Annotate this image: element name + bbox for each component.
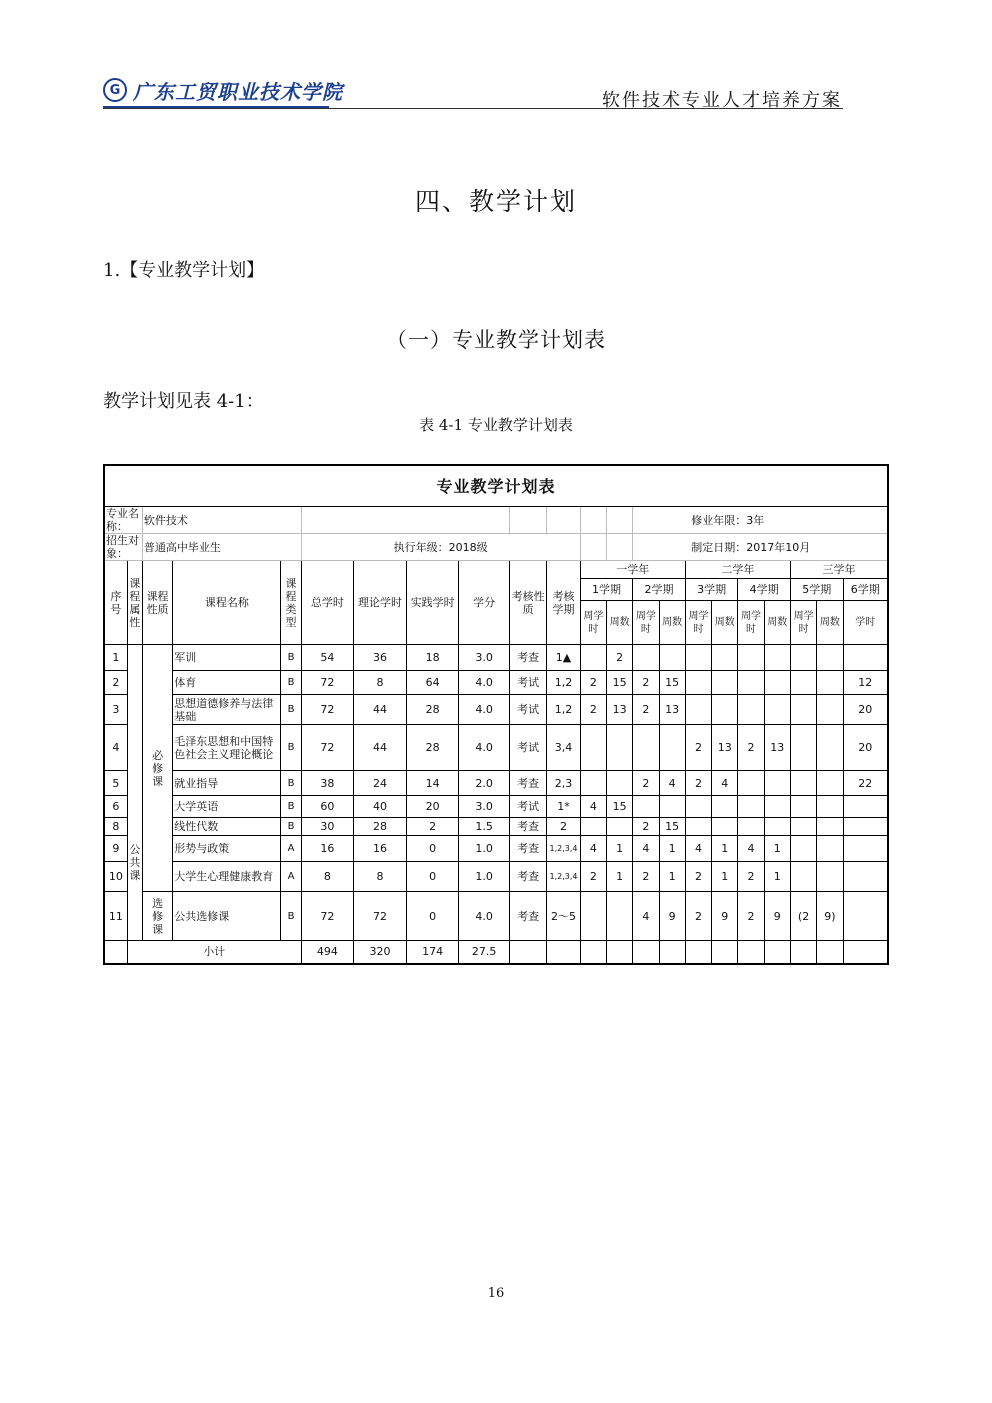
table-row [104, 695, 888, 725]
cell-schedule [712, 796, 738, 818]
cell-schedule [738, 771, 764, 796]
cell-credit: 3.0 [459, 796, 510, 818]
info-blank [606, 507, 632, 534]
cell-schedule: 9 [659, 892, 685, 941]
cell-schedule [685, 671, 711, 695]
cell-schedule: 2 [580, 695, 606, 725]
cell-course-name: 大学英语 [173, 796, 281, 818]
cell-schedule [659, 645, 685, 671]
cell-schedule [685, 796, 711, 818]
cell-credit: 4.0 [459, 695, 510, 725]
cell-schedule [790, 796, 816, 818]
cell-schedule: 20 [843, 725, 888, 771]
cell-schedule: 1 [606, 862, 632, 892]
cell-schedule: 2 [738, 862, 764, 892]
school-logo [103, 76, 343, 104]
term-1: 1学期 [580, 579, 633, 601]
wk-count-4: 周数 [764, 601, 790, 645]
cell-schedule: 12 [843, 671, 888, 695]
cell-schedule [685, 818, 711, 836]
cell-schedule: 2 [633, 818, 659, 836]
cell-schedule: 4 [633, 836, 659, 862]
cell-practice: 14 [406, 771, 459, 796]
cell-schedule [817, 645, 843, 671]
school-emblem-icon: G [103, 78, 127, 102]
group-public-label: 公共课 [129, 843, 141, 882]
cell-type: B [281, 892, 301, 941]
cell-schedule: 2 [685, 771, 711, 796]
subtotal-blank [738, 941, 764, 964]
cell-schedule [790, 695, 816, 725]
cell-practice: 20 [406, 796, 459, 818]
cell-credit: 1.5 [459, 818, 510, 836]
cell-exam-term: 2,3 [547, 771, 580, 796]
cell-schedule: 13 [764, 725, 790, 771]
cell-schedule [817, 836, 843, 862]
info-blank [301, 507, 509, 534]
subtotal-blank [509, 941, 546, 964]
cell-schedule: (2 [790, 892, 816, 941]
year1: 一学年 [580, 561, 685, 579]
year3: 三学年 [790, 561, 888, 579]
cell-practice: 0 [406, 892, 459, 941]
cell-course-name: 公共选修课 [173, 892, 281, 941]
wk-count-2: 周数 [659, 601, 685, 645]
cell-credit: 4.0 [459, 892, 510, 941]
cell-total: 72 [301, 725, 354, 771]
cell-total: 16 [301, 836, 354, 862]
cell-exam: 考试 [509, 796, 546, 818]
term-2: 2学期 [633, 579, 686, 601]
cell-schedule: 2 [738, 725, 764, 771]
course-rows [104, 645, 888, 941]
enroll-value: 普通高中毕业生 [142, 534, 301, 561]
subtotal-practice: 174 [406, 941, 459, 964]
cell-exam: 考查 [509, 771, 546, 796]
cell-exam-term: 2～5 [547, 892, 580, 941]
cell-course-name: 线性代数 [173, 818, 281, 836]
cell-schedule [606, 725, 632, 771]
cell-schedule: 2 [633, 862, 659, 892]
cell-schedule [633, 725, 659, 771]
cell-schedule: 15 [659, 818, 685, 836]
subtotal-total: 494 [301, 941, 354, 964]
table-row [104, 671, 888, 695]
cell-schedule [580, 725, 606, 771]
cell-theory: 16 [354, 836, 407, 862]
plan-date: 制定日期：2017年10月 [633, 534, 888, 561]
wk-count-5: 周数 [817, 601, 843, 645]
table-row [104, 836, 888, 862]
cell-schedule: 13 [659, 695, 685, 725]
subtotal-blank [790, 941, 816, 964]
cell-schedule: 22 [843, 771, 888, 796]
subtotal-theory: 320 [354, 941, 407, 964]
cell-seq: 1 [104, 645, 127, 671]
cell-schedule: 1 [764, 836, 790, 862]
cell-exam-term: 1,2 [547, 671, 580, 695]
cell-seq: 8 [104, 818, 127, 836]
cell-seq: 10 [104, 862, 127, 892]
cell-theory: 44 [354, 725, 407, 771]
cell-theory: 72 [354, 892, 407, 941]
cell-exam-term: 1▲ [547, 645, 580, 671]
cell-exam-term: 1,2 [547, 695, 580, 725]
cell-exam-term: 3,4 [547, 725, 580, 771]
group-elective [142, 892, 172, 941]
cell-theory: 44 [354, 695, 407, 725]
cell-schedule: 13 [712, 725, 738, 771]
cell-schedule [712, 645, 738, 671]
chapter-title: 四、教学计划 [414, 187, 577, 216]
cell-course-name: 大学生心理健康教育 [173, 862, 281, 892]
cell-course-name: 军训 [173, 645, 281, 671]
cell-course-name: 思想道德修养与法律基础 [173, 695, 281, 725]
table-row [104, 796, 888, 818]
document-title: 软件技术专业人才培养方案 [602, 90, 842, 111]
cell-exam-term: 2 [547, 818, 580, 836]
subtotal-blank [606, 941, 632, 964]
cell-schedule [817, 862, 843, 892]
cell-schedule [764, 671, 790, 695]
cell-exam: 考查 [509, 862, 546, 892]
cell-total: 30 [301, 818, 354, 836]
term-3: 3学期 [685, 579, 738, 601]
cell-credit: 2.0 [459, 771, 510, 796]
enroll-label: 招生对象： [104, 534, 142, 561]
cell-seq: 4 [104, 725, 127, 771]
col-type: 课程类型 [281, 561, 301, 645]
cell-total: 72 [301, 892, 354, 941]
cell-schedule [738, 818, 764, 836]
cell-schedule: 9) [817, 892, 843, 941]
subsection-heading: （一）专业教学计划表 [386, 328, 606, 352]
group-public [127, 645, 142, 941]
cell-schedule [712, 695, 738, 725]
subtotal-blank [580, 941, 606, 964]
cell-exam: 考试 [509, 725, 546, 771]
cell-type: B [281, 796, 301, 818]
group-elective-label: 选修课 [152, 896, 164, 936]
cell-schedule: 1 [606, 836, 632, 862]
subtotal-blank [547, 941, 580, 964]
cell-schedule: 4 [580, 796, 606, 818]
cell-schedule [738, 645, 764, 671]
subtotal-blank [685, 941, 711, 964]
wk-count-3: 周数 [712, 601, 738, 645]
cell-schedule [712, 671, 738, 695]
subtotal-blank [633, 941, 659, 964]
page-number: 16 [487, 1286, 505, 1301]
cell-schedule [738, 695, 764, 725]
cell-course-name: 体育 [173, 671, 281, 695]
cell-schedule [790, 818, 816, 836]
col-attr: 课程属性 [127, 561, 142, 645]
cell-schedule: 1 [659, 862, 685, 892]
col-exam: 考核性质 [509, 561, 546, 645]
cell-seq: 5 [104, 771, 127, 796]
group-required [142, 645, 172, 892]
table-title: 专业教学计划表 [104, 465, 888, 507]
year2: 二学年 [685, 561, 790, 579]
header-rule [103, 108, 843, 109]
cell-schedule [580, 771, 606, 796]
cell-schedule [606, 771, 632, 796]
cell-schedule [790, 645, 816, 671]
cell-practice: 18 [406, 645, 459, 671]
major-label: 专业名称： [104, 507, 142, 534]
cell-schedule: 4 [685, 836, 711, 862]
col-practice: 实践学时 [406, 561, 459, 645]
table-row [104, 892, 888, 941]
col-seq: 序号 [104, 561, 127, 645]
cell-schedule: 2 [580, 671, 606, 695]
cell-type: B [281, 771, 301, 796]
col-name: 课程名称 [173, 561, 281, 645]
wk-hours-5: 周学时 [790, 601, 816, 645]
cell-schedule: 15 [606, 796, 632, 818]
cell-exam: 考试 [509, 671, 546, 695]
cell-exam: 考查 [509, 818, 546, 836]
cell-schedule: 4 [659, 771, 685, 796]
cell-practice: 2 [406, 818, 459, 836]
cell-type: B [281, 695, 301, 725]
col-exam-term: 考核学期 [547, 561, 580, 645]
cell-schedule: 2 [633, 771, 659, 796]
cell-schedule: 15 [606, 671, 632, 695]
cell-exam: 考查 [509, 645, 546, 671]
cell-schedule [817, 796, 843, 818]
cell-credit: 3.0 [459, 645, 510, 671]
cell-schedule [843, 818, 888, 836]
info-blank [580, 534, 606, 561]
cell-schedule: 20 [843, 695, 888, 725]
cell-schedule [817, 725, 843, 771]
cell-schedule: 2 [580, 862, 606, 892]
cell-schedule [790, 671, 816, 695]
cell-schedule [685, 695, 711, 725]
cell-schedule [685, 645, 711, 671]
cell-schedule [712, 818, 738, 836]
cell-theory: 40 [354, 796, 407, 818]
cell-practice: 64 [406, 671, 459, 695]
table-caption: 表 4-1 专业教学计划表 [419, 416, 573, 434]
term-6: 6学期 [843, 579, 888, 601]
cell-schedule: 1 [764, 862, 790, 892]
cell-theory: 8 [354, 671, 407, 695]
subtotal-label: 小计 [127, 941, 301, 964]
cell-total: 72 [301, 695, 354, 725]
cell-schedule: 4 [580, 836, 606, 862]
cell-type: A [281, 862, 301, 892]
cell-type: B [281, 645, 301, 671]
cell-credit: 1.0 [459, 836, 510, 862]
info-blank [547, 507, 580, 534]
cell-schedule [738, 796, 764, 818]
cell-schedule: 4 [738, 836, 764, 862]
cell-exam-term: 1,2,3,4 [547, 862, 580, 892]
cell-total: 54 [301, 645, 354, 671]
info-blank [580, 507, 606, 534]
teaching-plan-table [103, 464, 889, 965]
col-total: 总学时 [301, 561, 354, 645]
cell-schedule: 15 [659, 671, 685, 695]
cell-schedule [790, 862, 816, 892]
subtotal-blank [104, 941, 127, 964]
table-row [104, 725, 888, 771]
cell-schedule [606, 892, 632, 941]
cell-exam-term: 1,2,3,4 [547, 836, 580, 862]
term-4: 4学期 [738, 579, 791, 601]
cell-schedule: 2 [685, 725, 711, 771]
subtotal-blank [817, 941, 843, 964]
subtotal-blank [843, 941, 888, 964]
cell-schedule [817, 695, 843, 725]
col-theory: 理论学时 [354, 561, 407, 645]
cell-schedule [580, 818, 606, 836]
cell-seq: 11 [104, 892, 127, 941]
grade: 执行年级：2018级 [301, 534, 580, 561]
cell-course-name: 形势与政策 [173, 836, 281, 862]
cell-theory: 28 [354, 818, 407, 836]
cell-total: 8 [301, 862, 354, 892]
cell-schedule [580, 645, 606, 671]
cell-schedule: 2 [606, 645, 632, 671]
info-blank [509, 507, 546, 534]
cell-exam-term: 1* [547, 796, 580, 818]
cell-schedule [764, 645, 790, 671]
cell-schedule [764, 818, 790, 836]
cell-schedule [764, 695, 790, 725]
cell-schedule: 2 [685, 862, 711, 892]
hours-6: 学时 [843, 601, 888, 645]
cell-schedule [843, 892, 888, 941]
cell-schedule [790, 836, 816, 862]
term-5: 5学期 [790, 579, 843, 601]
cell-schedule [843, 645, 888, 671]
cell-theory: 24 [354, 771, 407, 796]
cell-schedule: 2 [633, 695, 659, 725]
cell-schedule [606, 818, 632, 836]
cell-type: B [281, 818, 301, 836]
cell-seq: 9 [104, 836, 127, 862]
cell-schedule: 2 [738, 892, 764, 941]
cell-exam: 考查 [509, 892, 546, 941]
cell-theory: 8 [354, 862, 407, 892]
table-row [104, 862, 888, 892]
major-value: 软件技术 [142, 507, 301, 534]
cell-seq: 2 [104, 671, 127, 695]
cell-schedule [764, 771, 790, 796]
cell-schedule [817, 771, 843, 796]
col-nature: 课程性质 [142, 561, 172, 645]
cell-seq: 3 [104, 695, 127, 725]
cell-course-name: 就业指导 [173, 771, 281, 796]
cell-schedule: 9 [764, 892, 790, 941]
cell-practice: 28 [406, 725, 459, 771]
cell-schedule: 9 [712, 892, 738, 941]
cell-credit: 4.0 [459, 725, 510, 771]
cell-schedule [843, 862, 888, 892]
cell-credit: 1.0 [459, 862, 510, 892]
cell-practice: 28 [406, 695, 459, 725]
cell-seq: 6 [104, 796, 127, 818]
cell-credit: 4.0 [459, 671, 510, 695]
cell-total: 72 [301, 671, 354, 695]
wk-hours-1: 周学时 [580, 601, 606, 645]
cell-total: 60 [301, 796, 354, 818]
wk-hours-4: 周学时 [738, 601, 764, 645]
wk-count-1: 周数 [606, 601, 632, 645]
cell-total: 38 [301, 771, 354, 796]
cell-schedule [817, 818, 843, 836]
subtotal-credit: 27.5 [459, 941, 510, 964]
cell-exam: 考试 [509, 695, 546, 725]
table-row [104, 645, 888, 671]
subtotal-blank [712, 941, 738, 964]
cell-schedule [659, 725, 685, 771]
cell-schedule [580, 892, 606, 941]
cell-type: B [281, 725, 301, 771]
cell-schedule [659, 796, 685, 818]
cell-schedule: 1 [712, 862, 738, 892]
cell-type: A [281, 836, 301, 862]
info-blank [606, 534, 632, 561]
cell-practice: 0 [406, 836, 459, 862]
subtotal-blank [659, 941, 685, 964]
cell-schedule [764, 796, 790, 818]
cell-schedule: 13 [606, 695, 632, 725]
intro-paragraph: 教学计划见表 4-1： [103, 391, 264, 412]
cell-schedule [633, 796, 659, 818]
cell-schedule: 2 [685, 892, 711, 941]
table-row [104, 818, 888, 836]
group-required-label: 必修课 [152, 748, 164, 788]
school-name: 广东工贸职业技术学院 [133, 79, 343, 104]
duration: 修业年限：3年 [633, 507, 888, 534]
teaching-plan-table-wrapper [103, 464, 889, 965]
cell-schedule: 4 [633, 892, 659, 941]
cell-type: B [281, 671, 301, 695]
cell-exam: 考查 [509, 836, 546, 862]
table-row [104, 771, 888, 796]
cell-schedule: 2 [633, 671, 659, 695]
cell-theory: 36 [354, 645, 407, 671]
cell-schedule: 1 [712, 836, 738, 862]
cell-schedule [790, 771, 816, 796]
section-heading: 1.【专业教学计划】 [103, 260, 265, 281]
cell-course-name: 毛泽东思想和中国特色社会主义理论概论 [173, 725, 281, 771]
cell-schedule [738, 671, 764, 695]
cell-schedule [790, 725, 816, 771]
cell-schedule: 1 [659, 836, 685, 862]
col-credit: 学分 [459, 561, 510, 645]
subtotal-row [104, 941, 888, 964]
subtotal-blank [764, 941, 790, 964]
wk-hours-3: 周学时 [685, 601, 711, 645]
cell-schedule: 4 [712, 771, 738, 796]
wk-hours-2: 周学时 [633, 601, 659, 645]
cell-schedule [817, 671, 843, 695]
cell-schedule [843, 836, 888, 862]
cell-practice: 0 [406, 862, 459, 892]
cell-schedule [843, 796, 888, 818]
cell-schedule [633, 645, 659, 671]
